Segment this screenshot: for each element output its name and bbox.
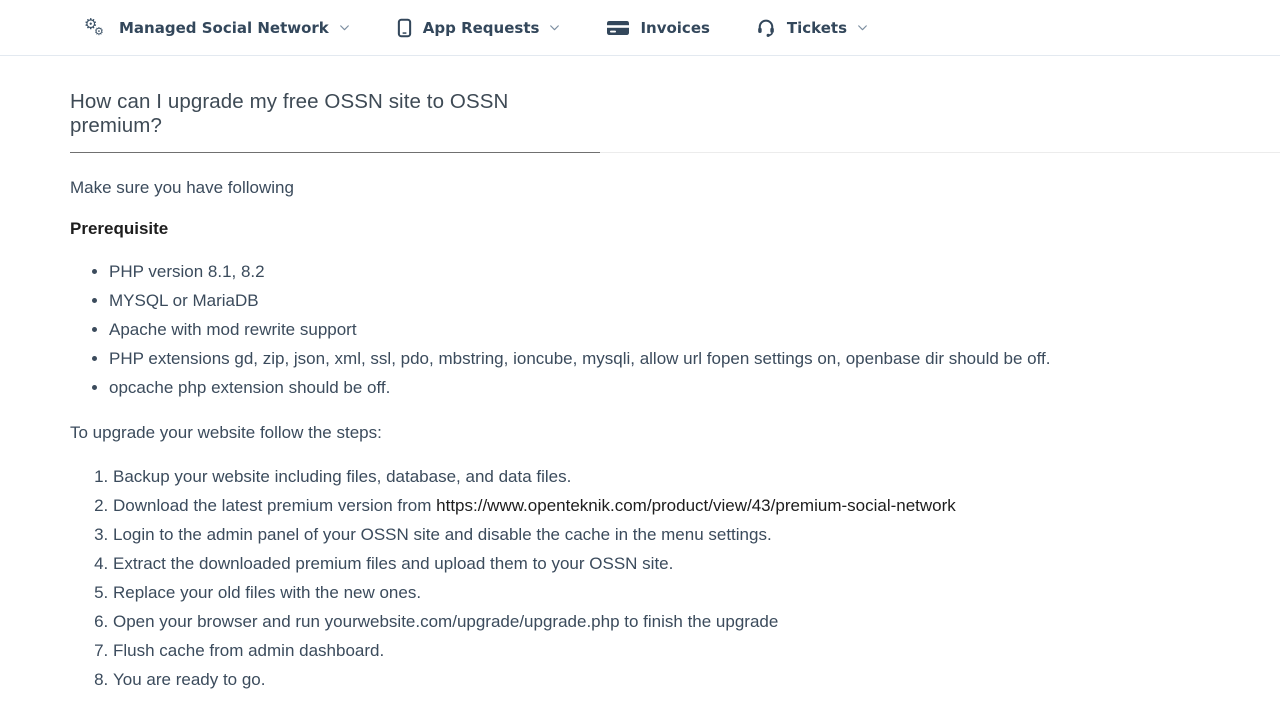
- gears-icon: ⚙ ⚙: [84, 14, 104, 38]
- list-item: • Apache with mod rewrite support: [109, 315, 1210, 344]
- premium-download-link[interactable]: https://www.openteknik.com/product/view/43/premium-social-network: [436, 496, 956, 515]
- step-item: [113, 607, 1210, 636]
- list-item: • opcache php extension should be off.: [109, 373, 1210, 402]
- nav-item-app-requests[interactable]: [397, 18, 562, 38]
- step-item: [113, 578, 1210, 607]
- steps-intro: To upgrade your website follow the steps:: [70, 423, 382, 442]
- step-text: Backup your website including files, database, and data files.: [113, 467, 572, 486]
- step-text: Download the latest premium version from: [113, 496, 437, 515]
- step-text: Open your browser and run yourwebsite.com/upgrade/upgrade.php to finish the upgrade: [113, 612, 779, 631]
- prerequisite-list: [70, 257, 1210, 402]
- step-item: [113, 665, 1210, 694]
- headset-icon: [756, 17, 776, 38]
- article-title-block: [70, 90, 1280, 153]
- steps-list: [70, 462, 1210, 694]
- mobile-icon: [397, 18, 412, 38]
- page-title: How can I upgrade my free OSSN site to OSSN premium?: [70, 90, 600, 153]
- list-item: • PHP version 8.1, 8.2: [109, 257, 1210, 286]
- step-text: Extract the downloaded premium files and upload them to your OSSN site.: [113, 554, 674, 573]
- step-item: [113, 491, 1210, 520]
- nav-item-managed-social-network[interactable]: [84, 16, 351, 40]
- chevron-down-icon: [856, 21, 869, 34]
- step-text: Login to the admin panel of your OSSN site and disable the cache in the menu settings.: [113, 525, 772, 544]
- nav-item-invoices[interactable]: [607, 19, 709, 37]
- step-item: [113, 636, 1210, 665]
- chevron-down-icon: [548, 21, 561, 34]
- nav-item-label: App Requests: [422, 18, 540, 37]
- step-text: Replace your old files with the new ones.: [113, 583, 422, 602]
- step-item: [113, 549, 1210, 578]
- list-item: • PHP extensions gd, zip, json, xml, ssl, pdo, mbstring, ioncube, mysqli, allow url fopen settings on, openbase dir should be off.: [109, 344, 1210, 373]
- step-item: [113, 462, 1210, 491]
- nav-item-label: Invoices: [640, 18, 710, 37]
- top-navigation: [0, 0, 1280, 56]
- step-text: You are ready to go.: [113, 670, 266, 689]
- list-item: • MYSQL or MariaDB: [109, 286, 1210, 315]
- article-body: [0, 177, 1280, 694]
- prerequisite-heading: Prerequisite: [70, 219, 169, 238]
- nav-item-label: Managed Social Network: [119, 18, 329, 37]
- credit-card-icon: [607, 20, 629, 36]
- intro-text: Make sure you have following: [70, 178, 294, 197]
- nav-item-label: Tickets: [786, 18, 848, 37]
- step-item: [113, 520, 1210, 549]
- step-text: Flush cache from admin dashboard.: [113, 641, 385, 660]
- chevron-down-icon: [338, 21, 351, 34]
- nav-item-tickets[interactable]: [756, 17, 869, 38]
